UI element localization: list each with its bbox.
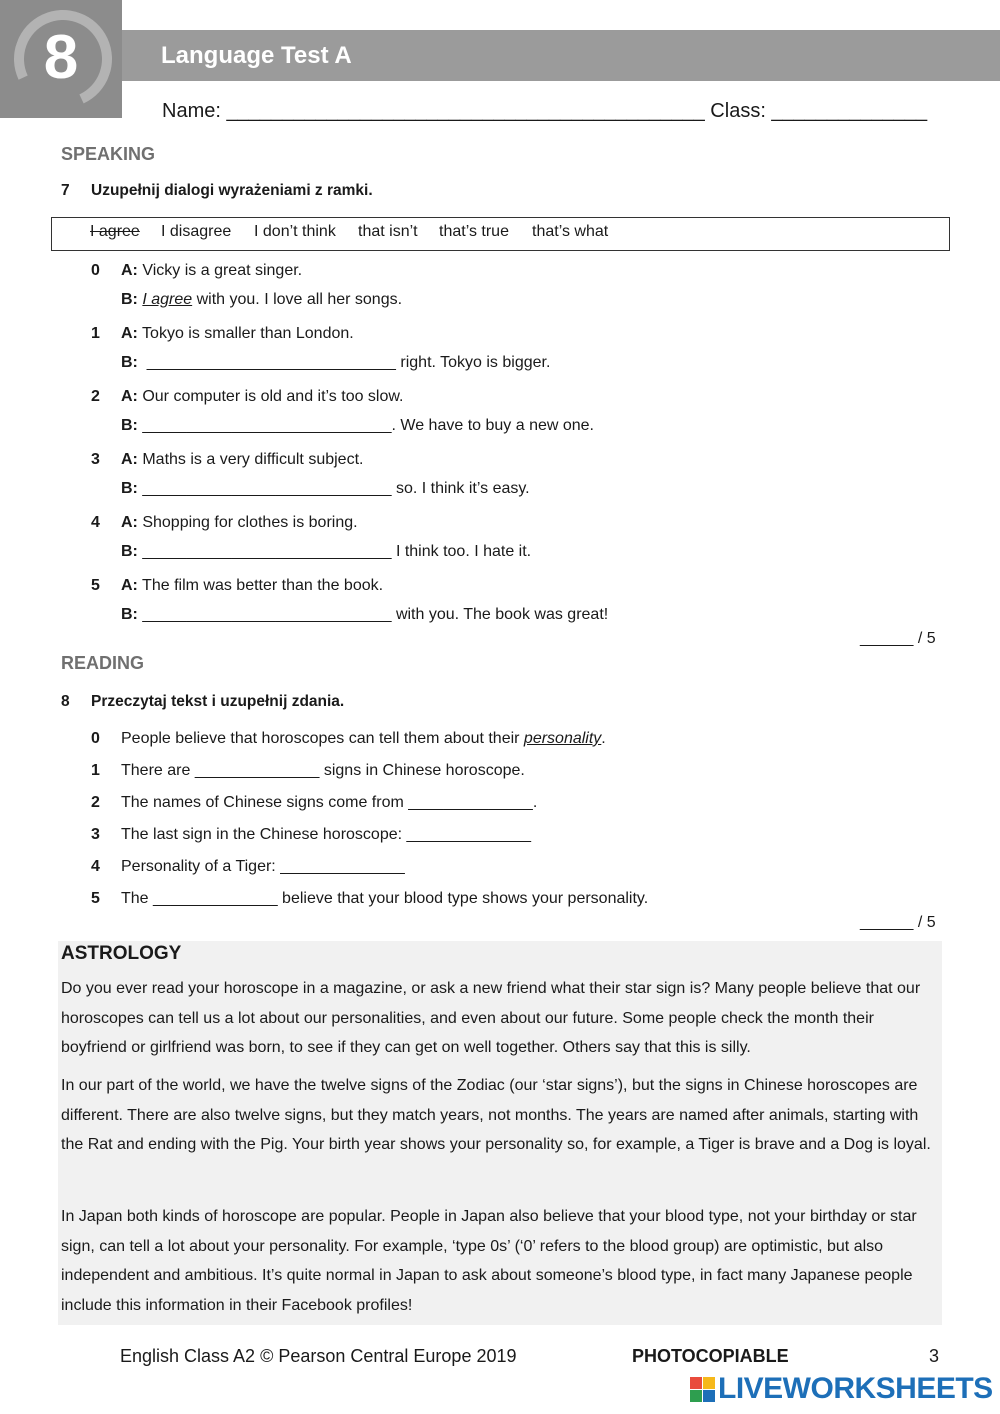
dialog-text: . We have to buy a new one. bbox=[391, 417, 594, 434]
liveworksheets-brand[interactable] bbox=[690, 1372, 993, 1408]
item-number: 4 bbox=[91, 858, 100, 875]
speaker-label: A: bbox=[121, 451, 138, 468]
dialog-text: Shopping for clothes is boring. bbox=[137, 514, 358, 531]
sentence-text: Personality of a Tiger: ______________ bbox=[121, 858, 405, 875]
word-option: I disagree bbox=[161, 223, 232, 240]
dialog-5-a bbox=[91, 577, 384, 595]
dialog-text: Vicky is a great singer. bbox=[137, 262, 303, 279]
reading-heading: READING bbox=[61, 653, 145, 673]
speaker-label: B: bbox=[121, 417, 138, 434]
unit-badge bbox=[0, 0, 122, 118]
footer-photocopiable: PHOTOCOPIABLE bbox=[632, 1346, 789, 1366]
task-7-instruction bbox=[61, 182, 373, 200]
dialog-text: Maths is a very difficult subject. bbox=[137, 451, 364, 468]
footer-page-number: 3 bbox=[929, 1346, 940, 1366]
astrology-title: ASTROLOGY bbox=[61, 943, 182, 964]
answer-blank[interactable]: ____________________________ bbox=[137, 417, 392, 434]
item-number: 0 bbox=[91, 262, 100, 279]
word-option: that’s what bbox=[532, 223, 609, 240]
name-class-line: Name: ___________________________________________ Class: ______________ bbox=[162, 100, 928, 122]
speaker-label: A: bbox=[121, 262, 138, 279]
speaker-label: A: bbox=[121, 577, 138, 594]
liveworksheets-wordmark: LIVEWORKSHEETS bbox=[718, 1372, 993, 1405]
sentence-text: There are ______________ signs in Chinese horoscope. bbox=[121, 762, 525, 779]
dialog-4-b bbox=[121, 543, 531, 561]
speaker-label: A: bbox=[121, 514, 138, 531]
answer-blank[interactable]: ____________________________ bbox=[137, 354, 401, 371]
dialog-0-a bbox=[91, 262, 303, 280]
speaking-score[interactable]: ______ / 5 bbox=[860, 630, 936, 647]
dialog-text: right. Tokyo is bigger. bbox=[400, 354, 551, 371]
sentence-text: People believe that horoscopes can tell them about their bbox=[121, 730, 524, 747]
task-instruction: Uzupełnij dialogi wyrażeniami z ramki. bbox=[91, 182, 373, 199]
dialog-4-a bbox=[91, 514, 358, 532]
word-option: that’s true bbox=[439, 223, 509, 240]
sentence-text: The last sign in the Chinese horoscope: ______________ bbox=[121, 826, 532, 843]
word-option-crossed: I agree bbox=[90, 223, 140, 240]
speaker-label: B: bbox=[121, 291, 138, 308]
item-number: 1 bbox=[91, 325, 100, 342]
item-number: 1 bbox=[91, 762, 100, 779]
example-answer: personality bbox=[523, 730, 602, 747]
dialog-2-a bbox=[91, 388, 404, 406]
dialog-3-b bbox=[121, 480, 530, 498]
word-box bbox=[51, 217, 950, 251]
answer-blank[interactable]: ____________________________ bbox=[137, 480, 396, 497]
speaker-label: B: bbox=[121, 354, 138, 371]
reading-item-0 bbox=[91, 730, 606, 748]
speaker-label: A: bbox=[121, 325, 138, 342]
reading-item-3[interactable] bbox=[91, 826, 532, 844]
astrology-paragraph: Do you ever read your horoscope in a magazine, or ask a new friend what their star sign is? Many people believe that our horoscopes can tell us a lot about our personalities, and even about our future. Some people check the month their boyfriend or girlfriend was born, to see if they can get on well together. Others say that this is silly. bbox=[61, 980, 921, 1056]
dialog-text: Tokyo is smaller than London. bbox=[137, 325, 354, 342]
item-number: 0 bbox=[91, 730, 100, 747]
item-number: 3 bbox=[91, 826, 100, 843]
dialog-text: so. I think it’s easy. bbox=[395, 480, 530, 497]
footer-copyright: English Class A2 © Pearson Central Europe 2019 bbox=[120, 1346, 517, 1366]
dialog-text: with you. The book was great! bbox=[395, 606, 609, 623]
item-number: 5 bbox=[91, 577, 100, 594]
dialog-0-b bbox=[121, 291, 402, 309]
reading-score[interactable]: ______ / 5 bbox=[860, 914, 936, 931]
dialog-2-b bbox=[121, 417, 594, 435]
dialog-text: I think too. I hate it. bbox=[395, 543, 532, 560]
reading-item-1[interactable] bbox=[91, 762, 525, 780]
task-number: 8 bbox=[61, 693, 70, 710]
example-answer: I agree bbox=[142, 291, 193, 308]
unit-number: 8 bbox=[43, 23, 79, 92]
reading-item-5[interactable] bbox=[91, 890, 649, 908]
speaker-label: B: bbox=[121, 606, 138, 623]
title-bar bbox=[122, 30, 1000, 81]
item-number: 4 bbox=[91, 514, 100, 531]
astrology-paragraph: In our part of the world, we have the twelve signs of the Zodiac (our ‘star signs’), but the signs in Chinese horoscopes are different. There are also twelve signs, but they match years, not months. The years are named after animals, starting with the Rat and ending with the Pig. Your birth year shows your personality so, for example, a Tiger is brave and a Dog is loyal. bbox=[61, 1077, 931, 1153]
dialog-1-b bbox=[121, 354, 550, 372]
sentence-text: The names of Chinese signs come from ______________. bbox=[121, 794, 538, 811]
answer-blank[interactable]: ____________________________ bbox=[137, 606, 396, 623]
sentence-text: . bbox=[601, 730, 606, 747]
speaking-heading: SPEAKING bbox=[61, 144, 156, 164]
dialog-3-a bbox=[91, 451, 364, 469]
astrology-paragraph: In Japan both kinds of horoscope are popular. People in Japan also believe that your blood type, not your birthday or star sign, can tell a lot about your personality. For example, ‘type 0s’ (‘0’ refers to the blood group) are optimistic, but also independent and ambitious. It’s quite normal in Japan to ask about someone’s blood type, in fact many Japanese people include this information in their Facebook profiles! bbox=[61, 1208, 917, 1314]
word-option: that isn’t bbox=[358, 223, 418, 240]
reading-item-2[interactable] bbox=[91, 794, 538, 812]
sentence-text: The ______________ believe that your blood type shows your personality. bbox=[121, 890, 649, 907]
astrology-text-box bbox=[58, 941, 942, 1325]
dialog-text: Our computer is old and it’s too slow. bbox=[137, 388, 404, 405]
speaker-label: A: bbox=[121, 388, 138, 405]
item-number: 3 bbox=[91, 451, 100, 468]
dialog-5-b bbox=[121, 606, 608, 624]
dialog-text: with you. I love all her songs. bbox=[192, 291, 403, 308]
task-8-instruction bbox=[61, 693, 344, 711]
task-number: 7 bbox=[61, 182, 70, 199]
speaker-label: B: bbox=[121, 480, 138, 497]
test-title: Language Test A bbox=[161, 42, 352, 69]
answer-blank[interactable]: ____________________________ bbox=[137, 543, 396, 560]
reading-item-4[interactable] bbox=[91, 858, 405, 876]
task-instruction: Przeczytaj tekst i uzupełnij zdania. bbox=[91, 693, 345, 710]
item-number: 2 bbox=[91, 388, 100, 405]
item-number: 2 bbox=[91, 794, 100, 811]
speaker-label: B: bbox=[121, 543, 138, 560]
word-option: I don’t think bbox=[254, 223, 336, 240]
item-number: 5 bbox=[91, 890, 100, 907]
dialog-1-a bbox=[91, 325, 354, 343]
dialog-text: The film was better than the book. bbox=[137, 577, 384, 594]
liveworksheets-logo-icon bbox=[690, 1377, 716, 1403]
